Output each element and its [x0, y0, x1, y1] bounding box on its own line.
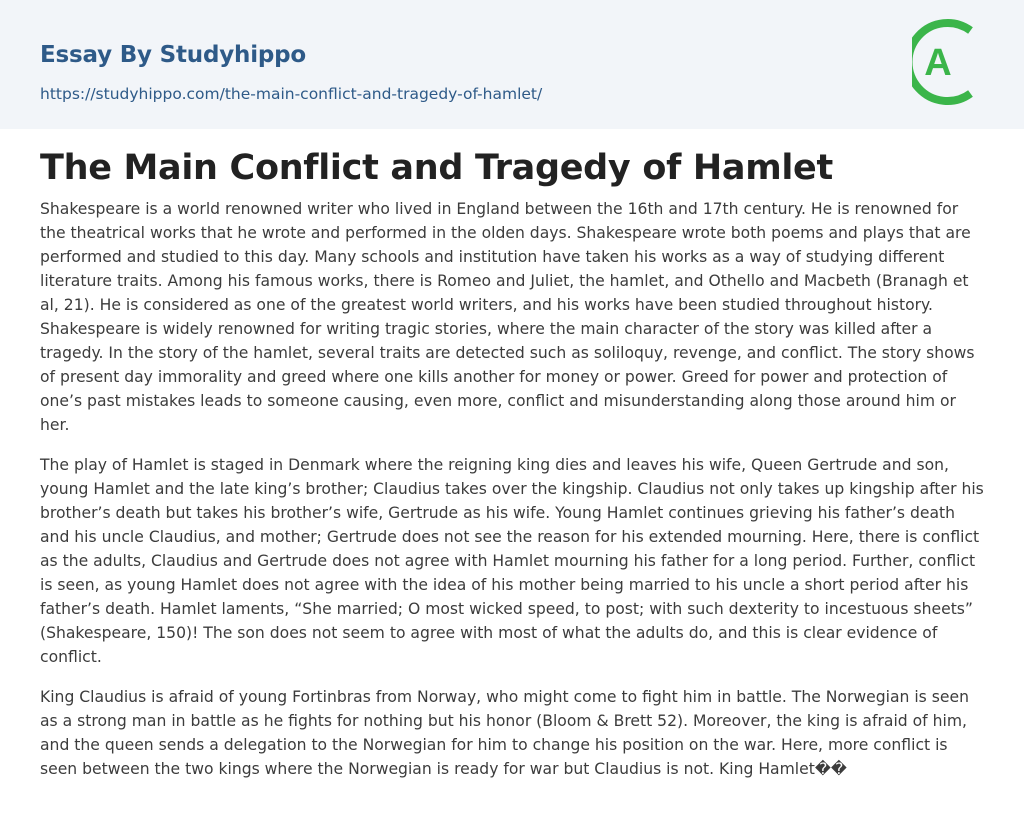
studyhippo-logo-icon[interactable] [912, 18, 986, 106]
article-paragraph: The play of Hamlet is staged in Denmark where the reigning king dies and leaves his wife, Queen Gertrude and son, young Hamlet and the late king’s brother; Claudius takes over the kingship. Claudius not only takes up kingship after his brother’s death but takes his brother’s wife, Gertrude as his wife. Young Hamlet continues grieving his father’s death and his uncle Claudius, and mother; Gertrude does not see the reason for his extended mourning. Here, there is conflict as the adults, Claudius and Gertrude does not agree with Hamlet mourning his father for a long period. Further, conflict is seen, as young Hamlet does not agree with the idea of his mother being married to his uncle a short period after his father’s death. Hamlet laments, “She married; O most wicked speed, to post; with such dexterity to incestuous sheets” (Shakespeare, 150)! The son does not seem to agree with most of what the adults do, and this is clear evidence of conflict. [40, 456, 984, 666]
article-paragraph: Shakespeare is a world renowned writer who lived in England between the 16th and 17th century. He is renowned for the theatrical works that he wrote and performed in the olden days. Shakespeare wrote both poems and plays that are performed and studied to this day. Many schools and institution have taken his works as a way of studying different literature traits. Among his famous works, there is Romeo and Juliet, the hamlet, and Othello and Macbeth (Branagh et al, 21). He is considered as one of the greatest world writers, and his works have been studied throughout history. Shakespeare is widely renowned for writing tragic stories, where the main character of the story was killed after a tragedy. In the story of the hamlet, several traits are detected such as soliloquy, revenge, and conflict. The story shows of present day immorality and greed where one kills another for money or power. Greed for power and protection of one’s past mistakes leads to someone causing, even more, conflict and misunderstanding along those around him or her. [40, 200, 975, 434]
article [40, 146, 984, 781]
article-paragraph: King Claudius is afraid of young Fortinbras from Norway, who might come to fight him in battle. The Norwegian is seen as a strong man in battle as he fights for nothing but his honor (Bloom & Brett 52). Moreover, the king is afraid of him, and the queen sends a delegation to the Norwegian for him to change his position on the war. Here, more conflict is seen between the two kings where the Norwegian is ready for war but Claudius is not. King Hamlet�� [40, 688, 969, 778]
logo-letter: A [924, 42, 952, 84]
page-url-link[interactable]: https://studyhippo.com/the-main-conflict-and-tragedy-of-hamlet/ [40, 85, 543, 103]
site-brand[interactable]: Essay By Studyhippo [40, 42, 307, 68]
article-title: The Main Conflict and Tragedy of Hamlet [40, 148, 833, 188]
site-header [0, 0, 1024, 129]
